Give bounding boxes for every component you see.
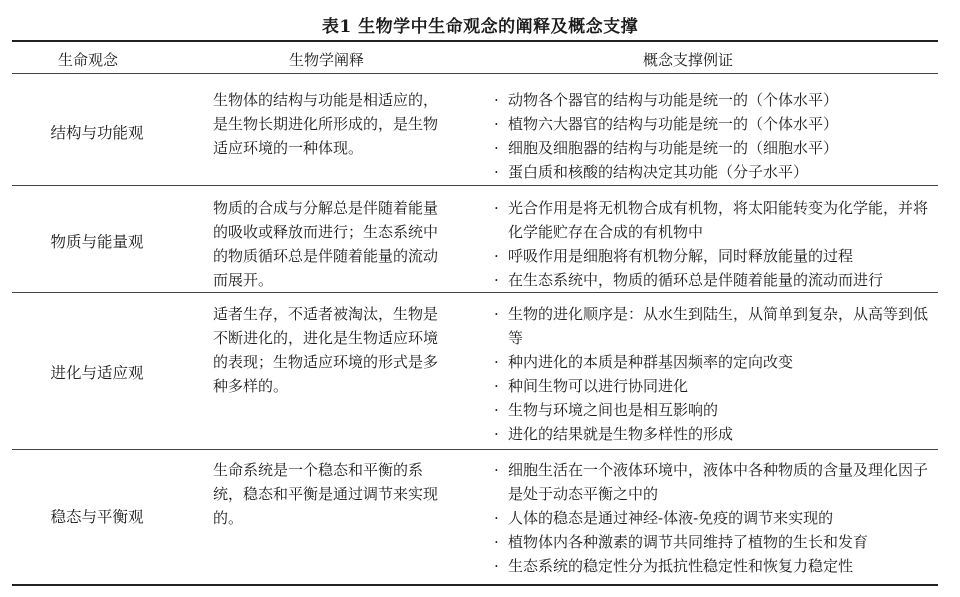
row-concept: 结构与功能观 <box>50 124 144 142</box>
list-item: · 植物六大器官的结构与功能是统一的（个体水平） <box>492 112 932 136</box>
list-item: · 光合作用是将无机物合成有机物，将太阳能转变为化学能，并将化学能贮存在合成的有机物中 <box>492 196 932 244</box>
row-explanation: 生物体的结构与功能是相适应的，是生物长期进化所形成的，是生物适应环境的一种体现。 <box>213 91 439 157</box>
row-explanation: 生命系统是一个稳态和平衡的系统，稳态和平衡是通过调节来实现的。 <box>213 461 439 527</box>
list-item: · 细胞及细胞器的结构与功能是统一的（细胞水平） <box>492 136 932 160</box>
row-explanation: 物质的合成与分解总是伴随着能量的吸收或释放而进行；生态系统中的物质循环总是伴随着能量的流动而展开。 <box>213 199 439 289</box>
list-item: · 植物体内各种激素的调节共同维持了植物的生长和发育 <box>492 530 932 554</box>
row-explanation: 适者生存，不适者被淘汰，生物是不断进化的，进化是生物适应环境的表现；生物适应环境的形式是多种多样的。 <box>213 305 439 395</box>
bottom-rule <box>12 584 938 586</box>
row-examples <box>492 196 932 292</box>
list-item: · 在生态系统中，物质的循环总是伴随着能量的流动而进行 <box>492 268 932 292</box>
row-examples <box>492 458 932 578</box>
list-item: · 生态系统的稳定性分为抵抗性稳定性和恢复力稳定性 <box>492 554 932 578</box>
list-item: · 生物与环境之间也是相互影响的 <box>492 398 932 422</box>
list-item: · 呼吸作用是细胞将有机物分解，同时释放能量的过程 <box>492 244 932 268</box>
list-item: · 细胞生活在一个液体环境中，液体中各种物质的含量及理化因子是处于动态平衡之中的 <box>492 458 932 506</box>
list-item: · 种内进化的本质是种群基因频率的定向改变 <box>492 350 932 374</box>
list-item: · 动物各个器官的结构与功能是统一的（个体水平） <box>492 88 932 112</box>
header-cell-explanation: 生物学阐释 <box>289 51 365 69</box>
list-item: · 蛋白质和核酸的结构决定其功能（分子水平） <box>492 160 932 184</box>
header-rule <box>12 73 938 74</box>
header-cell-examples: 概念支撑例证 <box>643 51 734 69</box>
row-concept: 物质与能量观 <box>50 233 144 251</box>
header-cell-concept: 生命观念 <box>58 51 119 69</box>
list-item: · 进化的结果就是生物多样性的形成 <box>492 422 932 446</box>
row-concept: 进化与适应观 <box>50 364 144 382</box>
row-divider <box>12 292 938 293</box>
row-concept: 稳态与平衡观 <box>50 508 144 526</box>
row-examples <box>492 302 932 446</box>
list-item: · 人体的稳态是通过神经-体液-免疫的调节来实现的 <box>492 506 932 530</box>
row-divider <box>12 185 938 186</box>
row-examples <box>492 88 932 184</box>
list-item: · 生物的进化顺序是：从水生到陆生，从简单到复杂，从高等到低等 <box>492 302 932 350</box>
top-rule <box>12 40 938 42</box>
row-divider <box>12 449 938 450</box>
list-item: · 种间生物可以进行协同进化 <box>492 374 932 398</box>
table-title: 表1 生物学中生命观念的阐释及概念支撑 <box>321 17 639 37</box>
